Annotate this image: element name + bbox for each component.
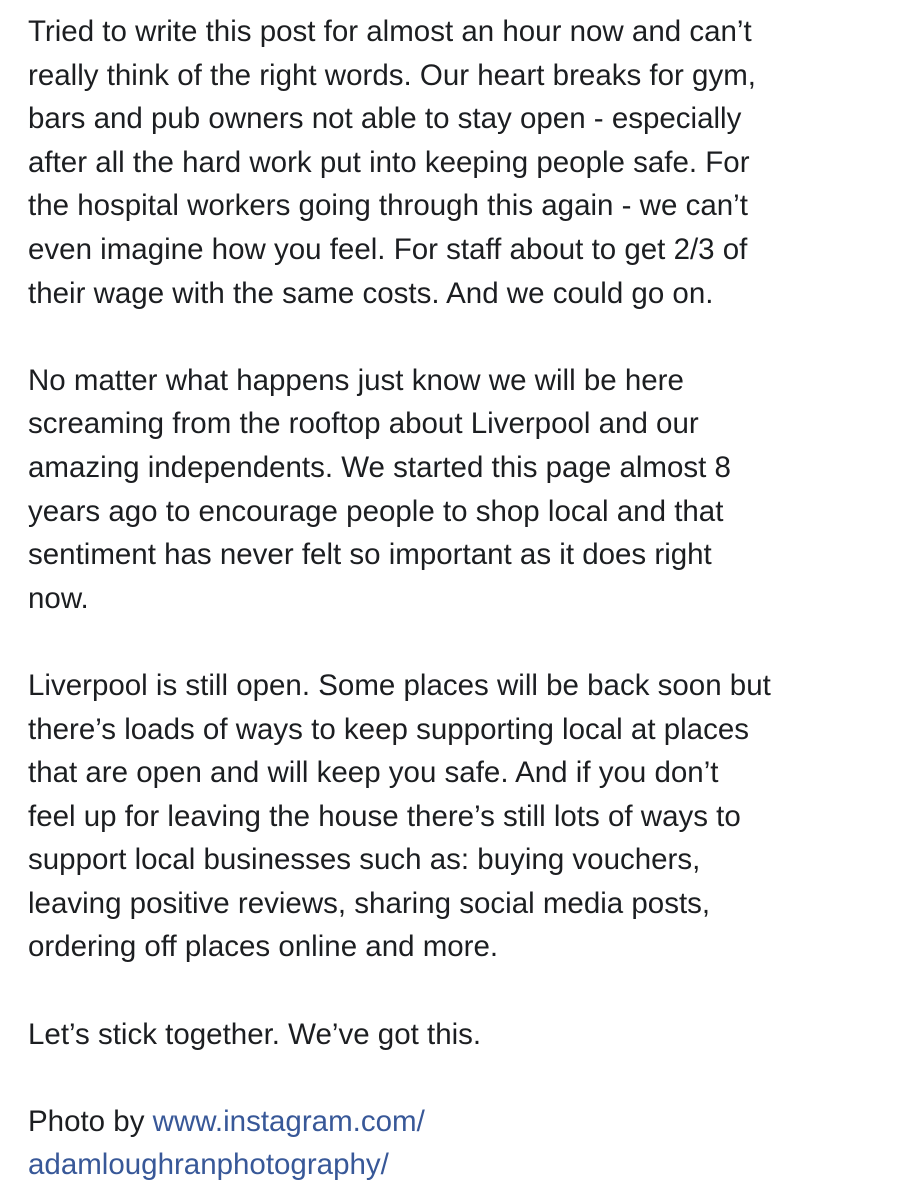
photo-credit-line bbox=[28, 1100, 888, 1144]
post-text-line: Let’s stick together. We’ve got this. bbox=[28, 1017, 482, 1051]
photographer-link[interactable]: www.instagram.com/ bbox=[152, 1104, 425, 1138]
post-text-line: feel up for leaving the house there’s still lots of ways to bbox=[28, 799, 741, 833]
post-paragraph-1 bbox=[28, 10, 888, 315]
post-text-line: support local businesses such as: buying vouchers, bbox=[28, 843, 701, 877]
post-text-line: there’s loads of ways to keep supporting local at places bbox=[28, 712, 749, 746]
post-text-line: even imagine how you feel. For staff about to get 2/3 of bbox=[28, 232, 748, 266]
post-text-line: Tried to write this post for almost an hour now and can’t bbox=[28, 15, 752, 48]
post-text-line: No matter what happens just know we will be here bbox=[28, 363, 684, 397]
post-text-line: sentiment has never felt so important as it does right bbox=[28, 538, 712, 572]
photo-credit-line bbox=[28, 1143, 888, 1187]
post-text-line: their wage with the same costs. And we could go on. bbox=[28, 276, 714, 310]
post-body bbox=[28, 10, 888, 1187]
post-text-line: ordering off places online and more. bbox=[28, 930, 499, 964]
post-paragraph-4 bbox=[28, 1013, 888, 1057]
post-text-line: leaving positive reviews, sharing social media posts, bbox=[28, 886, 711, 920]
photo-credit-prefix: Photo by bbox=[28, 1104, 153, 1138]
post-text-line: now. bbox=[28, 581, 89, 615]
post-text-line: years ago to encourage people to shop local and that bbox=[28, 494, 724, 528]
post-text-line: that are open and will keep you safe. And if you don’t bbox=[28, 756, 719, 790]
photographer-link-continued[interactable]: adamloughranphotography/ bbox=[28, 1148, 389, 1182]
post-text-line: after all the hard work put into keeping people safe. For bbox=[28, 145, 750, 179]
post-text-line: Liverpool is still open. Some places will be back soon but bbox=[28, 668, 771, 702]
post-text-line: amazing independents. We started this page almost 8 bbox=[28, 450, 731, 484]
photo-credit bbox=[28, 1100, 888, 1187]
post-paragraph-2 bbox=[28, 359, 888, 621]
post-text-line: the hospital workers going through this again - we can’t bbox=[28, 189, 748, 223]
post-text-line: bars and pub owners not able to stay open - especially bbox=[28, 102, 742, 136]
post-text-line: screaming from the rooftop about Liverpool and our bbox=[28, 407, 699, 441]
post-paragraph-3 bbox=[28, 664, 888, 969]
post-text-line: really think of the right words. Our heart breaks for gym, bbox=[28, 58, 756, 92]
